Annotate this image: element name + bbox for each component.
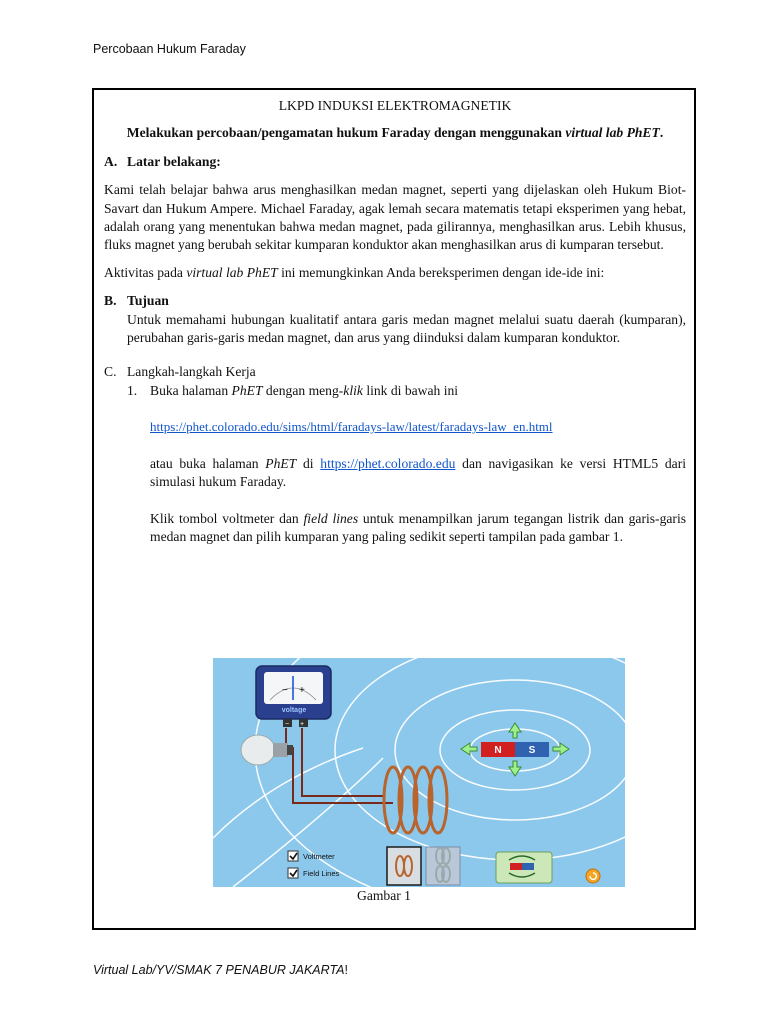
field-lines-checkbox[interactable]: [288, 868, 340, 878]
alt-phet: PhET: [265, 455, 297, 471]
faraday-simulation-figure: [213, 658, 625, 887]
worksheet-title: LKPD INDUKSI ELEKTROMAGNETIK: [278, 98, 512, 113]
worksheet-subtitle: [104, 124, 686, 142]
section-a-heading: [104, 153, 686, 171]
step-1-text-c: link di bawah ini: [362, 382, 459, 398]
section-c-letter: C.: [104, 364, 117, 380]
figure-caption: Gambar 1: [357, 888, 411, 903]
step-1-instruction: [104, 510, 686, 547]
step-1-number: 1.: [127, 382, 138, 398]
section-b-title: Tujuan: [127, 293, 169, 309]
bar-magnet[interactable]: [481, 742, 549, 757]
single-coil-button[interactable]: [387, 847, 421, 885]
magnet-n-label: N: [494, 745, 502, 756]
footer-suffix: !: [344, 963, 348, 977]
alt-text-a: atau buka halaman: [150, 455, 266, 471]
instr-italic: field lines: [303, 510, 359, 526]
step-1-klik: klik: [343, 382, 363, 398]
para2-italic: virtual lab PhET: [186, 264, 278, 280]
subtitle-italic: virtual lab PhET: [565, 125, 660, 141]
section-a-paragraph-2: [104, 264, 686, 282]
phet-home-link[interactable]: https://phet.colorado.edu: [320, 455, 456, 471]
step-1-alternative: [104, 455, 686, 492]
step-1-phet: PhET: [231, 382, 263, 398]
para2-text-end: ini memungkinkan Anda bereksperimen dengan ide-ide ini:: [277, 264, 605, 280]
step-1-link-line: [104, 418, 686, 436]
footer-text: Virtual Lab/YV/SMAK 7 PENABUR JAKARTA: [93, 963, 345, 977]
subtitle-text: Melakukan percobaan/pengamatan hukum Faraday dengan menggunakan: [126, 125, 566, 141]
svg-text:−: −: [285, 721, 290, 728]
instr-text-a: Klik tombol voltmeter dan: [150, 510, 304, 526]
alt-text-c: dan navigasikan ke versi HTML5 dari simulasi hukum Faraday.: [150, 455, 686, 490]
step-1-text-a: Buka halaman: [150, 382, 232, 398]
svg-text:+: +: [300, 721, 305, 728]
section-b-letter: B.: [104, 293, 117, 309]
subtitle-end: .: [659, 125, 664, 141]
double-coil-button[interactable]: [426, 847, 460, 885]
para2-text: Aktivitas pada: [104, 264, 187, 280]
flip-magnet-button[interactable]: [496, 852, 552, 883]
voltage-label: voltage: [281, 707, 307, 714]
step-1-text: [150, 382, 458, 400]
section-a-letter: A.: [104, 153, 118, 169]
magnet-s-label: S: [528, 745, 536, 756]
section-c-title: Langkah-langkah Kerja: [127, 364, 256, 380]
worksheet-content: [104, 94, 686, 546]
voltmeter-minus: −: [282, 685, 288, 696]
phet-sim-link[interactable]: https://phet.colorado.edu/sims/html/faradays-law/latest/faradays-law_en.html: [150, 419, 553, 435]
page-header: Percobaan Hukum Faraday: [93, 42, 246, 56]
voltmeter-checkbox[interactable]: [288, 851, 335, 861]
alt-text-b: di: [296, 455, 321, 471]
voltmeter[interactable]: [256, 666, 331, 728]
reset-button[interactable]: [586, 869, 600, 883]
section-a-title: Latar belakang:: [127, 153, 221, 169]
section-b-text: Untuk memahami hubungan kualitatif antara garis medan magnet melalui suatu daerah (kumparan), perubahan garis-garis medan magnet, dan arus yang diinduksi dalam kumparan konduktor.: [127, 311, 686, 346]
section-c-heading: [104, 363, 686, 381]
step-1-text-b: dengan meng-: [262, 382, 344, 398]
section-b-heading: [104, 292, 686, 310]
section-a-paragraph-1: Kami telah belajar bahwa arus menghasilkan medan magnet, seperti yang dijelaskan oleh Hukum Biot-Savart dan Hukum Ampere. Michael Faraday, agak lemah secara matematis tetapi eksperimen yang hebat, adalah orang yang menentukan bahwa medan magnet, pada gilirannya, menghasilkan arus. Lebih khusus, fluks magnet yang berubah sekitar kumparan konduktor akan menghasilkan arus di kumparan tersebut.: [104, 182, 686, 253]
page-footer: [93, 963, 348, 977]
instr-text-b: untuk menampilkan jarum tegangan listrik dan garis-garis medan magnet dan pilih kumparan yang paling sedikit seperti tampilan pada gambar 1.: [150, 510, 687, 544]
voltmeter-plus: +: [299, 685, 305, 696]
voltmeter-checkbox-label: Voltmeter: [303, 852, 335, 861]
step-1: [104, 382, 686, 400]
field-lines-checkbox-label: Field Lines: [303, 869, 340, 878]
